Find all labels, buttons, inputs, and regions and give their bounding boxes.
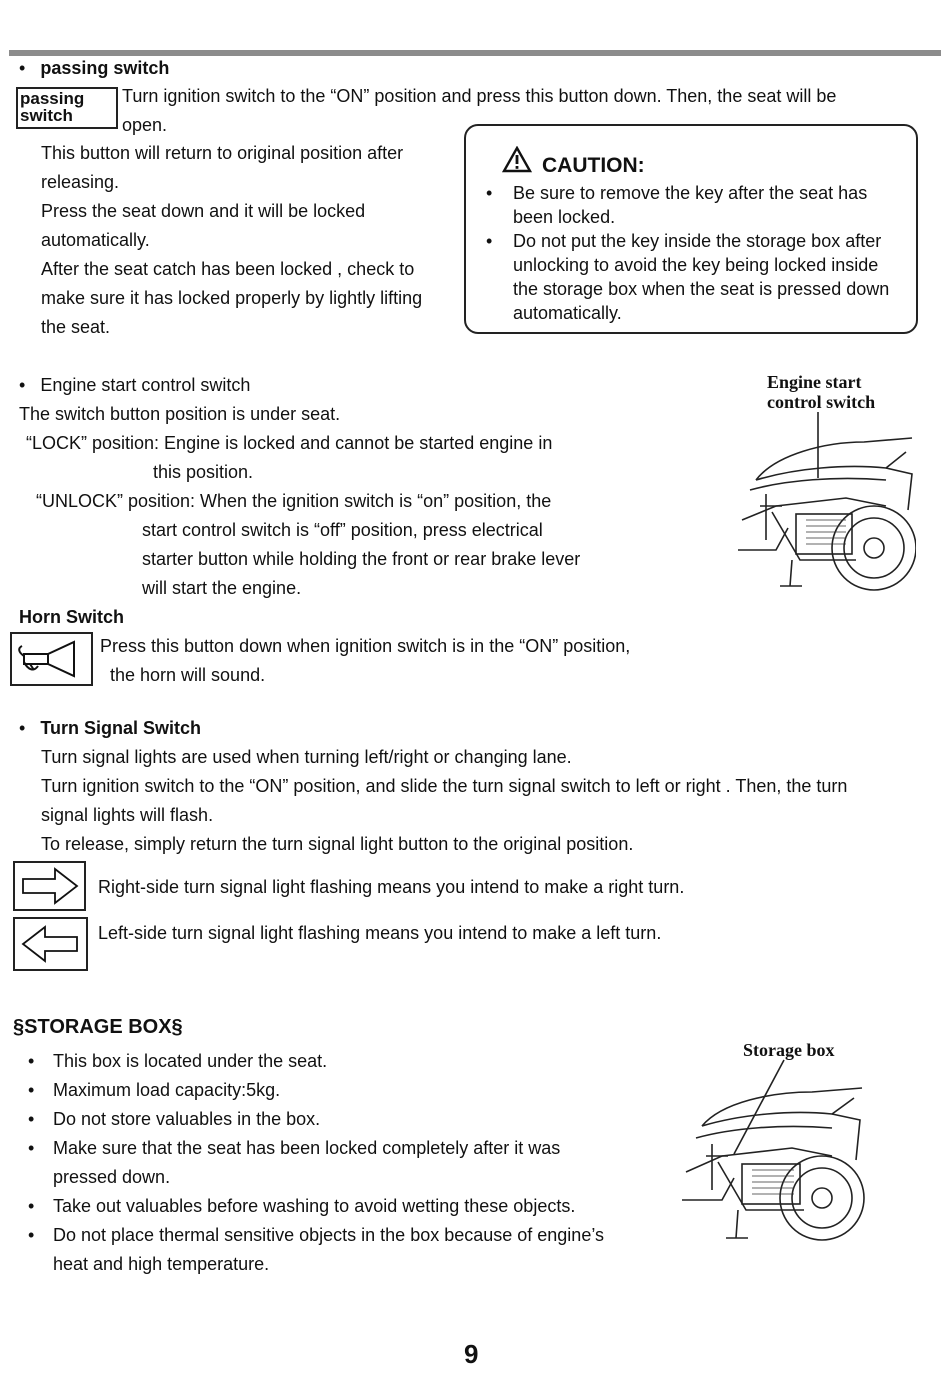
passing-label-line1: passing bbox=[20, 89, 85, 108]
passing-body-line: automatically. bbox=[41, 230, 150, 250]
turn-signal-line1: Turn signal lights are used when turning left/right or changing lane. bbox=[41, 747, 572, 767]
caution-line: automatically. bbox=[513, 303, 622, 323]
figure-label-line: control switch bbox=[767, 392, 876, 412]
scooter-storage-box-illustration bbox=[682, 1058, 872, 1257]
list-item bbox=[28, 1047, 668, 1076]
list-item-text: pressed down. bbox=[53, 1167, 171, 1187]
caution-box bbox=[464, 124, 918, 334]
caution-item bbox=[486, 229, 916, 325]
list-item-text: Take out valuables before washing to avoid wetting these objects. bbox=[53, 1196, 576, 1216]
caution-line: been locked. bbox=[513, 207, 616, 227]
list-item-text: Do not store valuables in the box. bbox=[53, 1109, 321, 1129]
bullet: • bbox=[19, 718, 26, 738]
list-item bbox=[28, 1105, 668, 1134]
passing-label-line2: switch bbox=[20, 106, 73, 125]
bullet: • bbox=[19, 58, 26, 78]
list-item-text: Maximum load capacity:5kg. bbox=[53, 1080, 281, 1100]
right-arrow-icon-box bbox=[13, 861, 86, 911]
list-item-text: Do not place thermal sensitive objects in the box because of engine’s bbox=[53, 1225, 605, 1245]
passing-body-line: the seat. bbox=[41, 317, 111, 337]
bullet: • bbox=[486, 183, 493, 203]
caution-line: Be sure to remove the key after the seat has bbox=[513, 183, 868, 203]
passing-body-line: This button will return to original position after bbox=[41, 143, 404, 163]
unlock-line3: starter button while holding the front or rear brake lever bbox=[142, 549, 581, 569]
page-number: 9 bbox=[464, 1339, 479, 1369]
bullet: • bbox=[28, 1196, 35, 1216]
bullet: • bbox=[28, 1080, 35, 1100]
list-item bbox=[28, 1134, 668, 1192]
turn-signal-line2: Turn ignition switch to the “ON” position, and slide the turn signal switch to left or right . Then, the turn bbox=[41, 776, 848, 796]
bullet: • bbox=[28, 1138, 35, 1158]
lock-line1: “LOCK” position: Engine is locked and cannot be started engine in bbox=[26, 433, 553, 453]
passing-body-line: Press the seat down and it will be locked bbox=[41, 201, 366, 221]
lock-line2: this position. bbox=[153, 462, 254, 482]
list-item-text: Make sure that the seat has been locked completely after it was bbox=[53, 1138, 561, 1158]
figure-label-line: Engine start bbox=[767, 372, 862, 392]
storage-box-title: §STORAGE BOX§ bbox=[13, 1016, 183, 1038]
horn-line1: Press this button down when ignition switch is in the “ON” position, bbox=[100, 636, 631, 656]
turn-signal-heading-row bbox=[19, 714, 201, 743]
bullet: • bbox=[28, 1225, 35, 1245]
passing-body-line: After the seat catch has been locked , check to bbox=[41, 259, 415, 279]
storage-figure-label: Storage box bbox=[743, 1040, 835, 1060]
left-turn-text: Left-side turn signal light flashing means you intend to make a left turn. bbox=[98, 923, 662, 943]
horn-switch-heading: Horn Switch bbox=[19, 607, 125, 627]
warning-triangle-icon bbox=[502, 146, 532, 179]
caution-line: unlocking to avoid the key being locked inside bbox=[513, 255, 879, 275]
caution-line: Do not put the key inside the storage box after bbox=[513, 231, 882, 251]
passing-switch-heading-row bbox=[19, 54, 169, 83]
caution-item bbox=[486, 181, 916, 229]
unlock-line4: will start the engine. bbox=[142, 578, 302, 598]
unlock-line2: start control switch is “off” position, press electrical bbox=[142, 520, 543, 540]
list-item-text: This box is located under the seat. bbox=[53, 1051, 328, 1071]
passing-line1: Turn ignition switch to the “ON” position and press this button down. Then, the seat will be bbox=[122, 86, 837, 106]
passing-body-line: make sure it has locked properly by lightly lifting bbox=[41, 288, 423, 308]
horn-line2: the horn will sound. bbox=[110, 665, 266, 685]
turn-signal-line4: To release, simply return the turn signal light button to the original position. bbox=[41, 834, 634, 854]
passing-body-line: releasing. bbox=[41, 172, 120, 192]
engine-start-line1: The switch button position is under seat. bbox=[19, 404, 341, 424]
scooter-engine-switch-illustration bbox=[736, 410, 916, 605]
engine-start-heading: Engine start control switch bbox=[40, 375, 251, 395]
list-item bbox=[28, 1076, 668, 1105]
right-arrow-icon bbox=[15, 863, 84, 909]
left-arrow-icon bbox=[15, 919, 86, 969]
unlock-line1: “UNLOCK” position: When the ignition switch is “on” position, the bbox=[36, 491, 552, 511]
turn-signal-line3: signal lights will flash. bbox=[41, 805, 214, 825]
list-item bbox=[28, 1192, 668, 1221]
passing-switch-label-box bbox=[16, 87, 118, 129]
engine-start-heading-row bbox=[19, 371, 250, 400]
left-arrow-icon-box bbox=[13, 917, 88, 971]
passing-body bbox=[41, 139, 461, 342]
right-turn-text: Right-side turn signal light flashing means you intend to make a right turn. bbox=[98, 877, 685, 897]
list-item-text: heat and high temperature. bbox=[53, 1254, 270, 1274]
bullet: • bbox=[19, 375, 26, 395]
turn-signal-heading: Turn Signal Switch bbox=[40, 718, 202, 738]
bullet: • bbox=[28, 1051, 35, 1071]
list-item bbox=[28, 1221, 668, 1279]
horn-icon-box bbox=[10, 632, 93, 686]
passing-switch-heading: passing switch bbox=[40, 58, 170, 78]
passing-line2: open. bbox=[122, 115, 168, 135]
horn-icon bbox=[12, 634, 91, 684]
caution-line: the storage box when the seat is pressed down bbox=[513, 279, 890, 299]
storage-list bbox=[28, 1047, 668, 1279]
bullet: • bbox=[28, 1109, 35, 1129]
engine-start-figure-label bbox=[767, 372, 875, 412]
caution-title: CAUTION: bbox=[542, 154, 645, 177]
bullet: • bbox=[486, 231, 493, 251]
